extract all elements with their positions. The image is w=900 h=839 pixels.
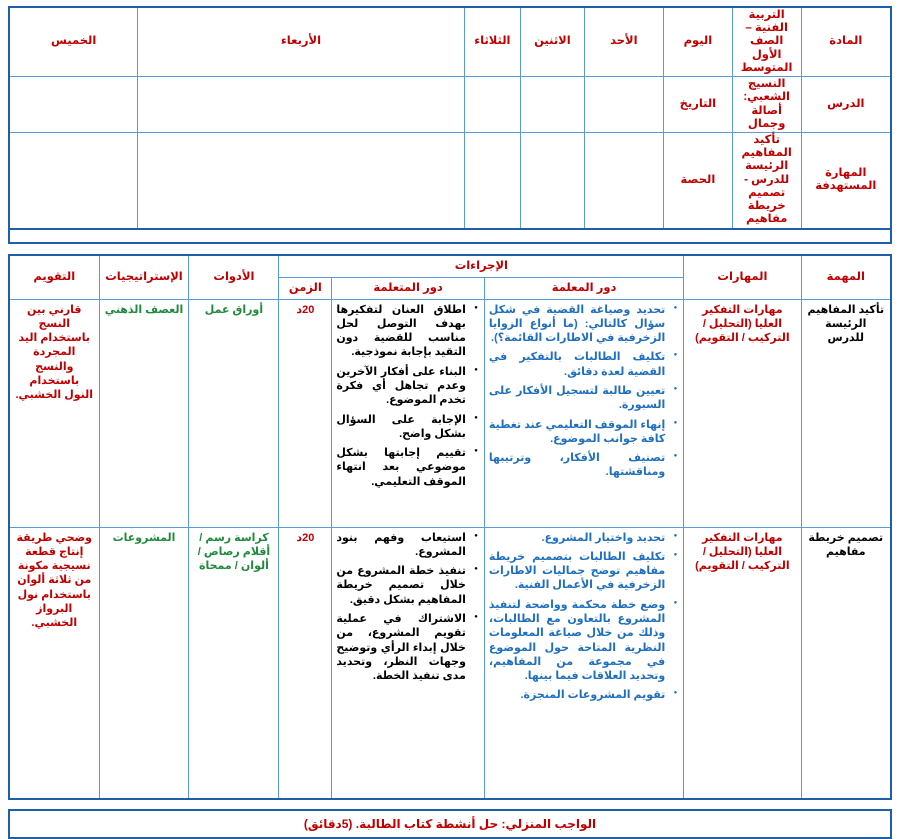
cell-assessment-1: قارني بين النسج باستخدام اليد المجردة والنسج باستخدام النول الخشبي. <box>9 299 99 527</box>
homework-text: الواجب المنزلي: حل أنشطة كتاب الطالبة. (5دقائق) <box>9 810 891 838</box>
day-name-sunday: الأحد <box>584 7 663 77</box>
list-item: ● تنفيذ خطة المشروع من خلال تصميم خريطة المفاهيم بشكل دقيق. <box>336 564 466 607</box>
cell-tools-1: أوراق عمل <box>189 299 279 527</box>
header-spacer-strip <box>8 230 892 244</box>
cell-skills-1: مهارات التفكير العليا (التحليل / التركيب / التقويم) <box>684 299 801 527</box>
header-label-day: اليوم <box>663 7 732 77</box>
cell-teacher-role-2 <box>484 527 683 799</box>
list-item: ● استيعاب وفهم بنود المشروع. <box>336 531 466 560</box>
header-label-date: التاريخ <box>663 77 732 133</box>
list-item: ● تحديد واختيار المشروع. <box>489 531 665 545</box>
day-name-wednesday: الأربعاء <box>138 7 464 77</box>
list-item: ● إنهاء الموقف التعليمي عند تغطية كافة جوانب الموضوع. <box>489 418 665 447</box>
header-label-lesson: الدرس <box>801 77 891 133</box>
date-cell-sunday[interactable] <box>584 77 663 133</box>
header-row-lesson <box>9 77 891 133</box>
day-name-thursday: الخميس <box>9 7 138 77</box>
period-cell-thursday[interactable] <box>9 132 138 228</box>
cell-strategies-1: العصف الذهني <box>99 299 189 527</box>
header-label-period: الحصة <box>663 132 732 228</box>
day-name-tuesday: الثلاثاء <box>464 7 520 77</box>
table-header-row-main <box>9 255 891 278</box>
list-item: ● تقويم المشروعات المنجزة. <box>489 688 665 702</box>
day-name-monday: الاثنين <box>521 7 585 77</box>
header-label-subject: المادة <box>801 7 891 77</box>
lesson-body-table <box>8 254 892 801</box>
list-item: ● تحديد وصياغة القضية في شكل سؤال كالتالي: (ما أنواع الزوايا الزخرفية في الاطارات القائمة؟). <box>489 303 665 346</box>
list-item: ● تقييم إجابتها بشكل موضوعي بعد انتهاء الموقف التعليمي. <box>336 446 466 489</box>
header-value-target-skill: تأكيد المفاهيم الرئيسة للدرس - تصميم خريطة مفاهيم <box>732 132 801 228</box>
col-header-assessment: التقويم <box>9 255 99 300</box>
cell-task-2: تصميم خريطة مفاهيم <box>801 527 891 799</box>
cell-tools-2: كراسة رسم / أقلام رصاص / ألوان / ممحاة <box>189 527 279 799</box>
cell-assessment-2: وضحي طريقة إنتاج قطعة نسيجية مكونة من ثلاثة ألوان باستخدام نول البرواز الخشبي. <box>9 527 99 799</box>
date-cell-thursday[interactable] <box>9 77 138 133</box>
header-row-subject <box>9 7 891 77</box>
date-cell-monday[interactable] <box>521 77 585 133</box>
col-header-strategies: الإستراتيجيات <box>99 255 189 300</box>
list-item: ● البناء على أفكار الآخرين وعدم تجاهل أي فكرة تخدم الموضوع. <box>336 365 466 408</box>
teacher-role-list-2 <box>489 531 679 703</box>
header-row-target-skill <box>9 132 891 228</box>
lesson-identification-table <box>8 6 892 230</box>
date-cell-tuesday[interactable] <box>464 77 520 133</box>
cell-skills-2: مهارات التفكير العليا (التحليل / التركيب / التقويم) <box>684 527 801 799</box>
homework-footer-table <box>8 809 892 839</box>
period-cell-wednesday[interactable] <box>138 132 464 228</box>
date-cell-wednesday[interactable] <box>138 77 464 133</box>
header-value-lesson: النسيج الشعبي: أصالة وجمال <box>732 77 801 133</box>
cell-teacher-role-1 <box>484 299 683 527</box>
list-item: ● الاشتراك في عملية تقويم المشروع، من خلال إبداء الرأي وتوضيح وجهات النظر، وتحديد مدى تنفيذ الخطة. <box>336 612 466 683</box>
cell-strategies-2: المشروعات <box>99 527 189 799</box>
list-item: ● تصنيف الأفكار، وترتيبها ومناقشتها. <box>489 451 665 480</box>
col-header-time: الزمن <box>279 277 332 299</box>
col-header-task: المهمة <box>801 255 891 300</box>
cell-time-1: 20د <box>279 299 332 527</box>
period-cell-sunday[interactable] <box>584 132 663 228</box>
table-row <box>9 299 891 527</box>
col-header-teacher-role: دور المعلمة <box>484 277 683 299</box>
cell-learner-role-2 <box>332 527 485 799</box>
teacher-role-list-1 <box>489 303 679 480</box>
list-item: ● تكليف الطالبات بالتفكير في القضية لعدة دقائق. <box>489 350 665 379</box>
learner-role-list-2 <box>336 531 480 684</box>
list-item: ● تعيين طالبة لتسجيل الأفكار على السبورة. <box>489 384 665 413</box>
cell-task-1: تأكيد المفاهيم الرئيسة للدرس <box>801 299 891 527</box>
col-header-procedures: الإجراءات <box>279 255 684 278</box>
period-cell-monday[interactable] <box>521 132 585 228</box>
header-label-target-skill: المهارة المستهدفة <box>801 132 891 228</box>
list-item: ● تكليف الطالبات بتصميم خريطة مفاهيم توضح جماليات الاطارات الزخرفية في الأعمال الفنية. <box>489 550 665 593</box>
table-row <box>9 527 891 799</box>
list-item: ● اطلاق العنان لتفكيرها بهدف التوصل لحل مناسب للقضية دون التقيد بإجابة نموذجية. <box>336 303 466 360</box>
header-value-subject: التربية الفنية – الصف الأول المتوسط <box>732 7 801 77</box>
list-item: ● الإجابة على السؤال بشكل واضح. <box>336 413 466 442</box>
col-header-skills: المهارات <box>684 255 801 300</box>
col-header-tools: الأدوات <box>189 255 279 300</box>
homework-row <box>9 810 891 838</box>
cell-time-2: 20د <box>279 527 332 799</box>
period-cell-tuesday[interactable] <box>464 132 520 228</box>
list-item: ● وضع خطة محكمة وواضحة لتنفيذ المشروع بالتعاون مع الطالبات، وذلك من خلال صياغة المعلومات النظرية المتاحة حول الموضوع في مجموعة من المفاهيم، وتحديد العلاقات فيما بينها. <box>489 598 665 684</box>
learner-role-list-1 <box>336 303 480 490</box>
cell-learner-role-1 <box>332 299 485 527</box>
col-header-learner-role: دور المتعلمة <box>332 277 485 299</box>
